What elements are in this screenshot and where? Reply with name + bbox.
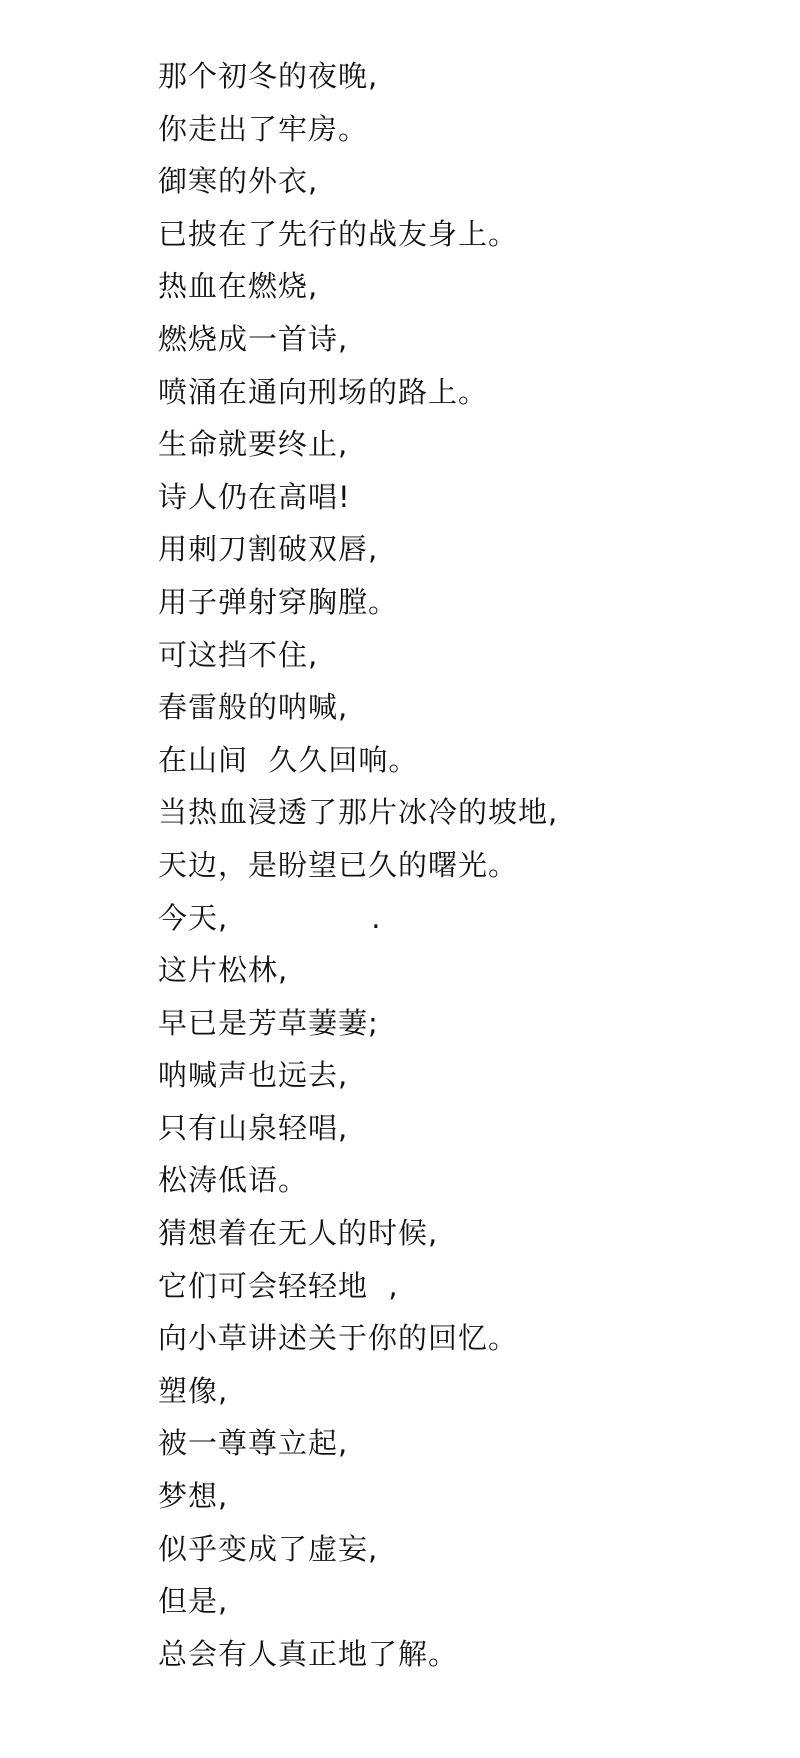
poem-line: 似乎变成了虚妄, xyxy=(158,1531,379,1566)
poem-line: 早已是芳草萋萋; xyxy=(158,1005,379,1040)
poem-line: 被一尊尊立起, xyxy=(158,1426,349,1461)
poem-line: 春雷般的呐喊, xyxy=(158,690,349,725)
poem-line: 塑像, xyxy=(158,1373,229,1408)
poem-line: 热血在燃烧, xyxy=(158,269,319,304)
poem-line: 用子弹射穿胸膛。 xyxy=(158,584,399,619)
poem-line: 向小草讲述关于你的回忆。 xyxy=(158,1321,519,1356)
poem-line: 已披在了先行的战友身上。 xyxy=(158,216,519,251)
poem-line: 御寒的外衣, xyxy=(158,164,319,199)
poem-line: 生命就要终止, xyxy=(158,427,349,462)
poem xyxy=(158,50,558,1680)
poem-line: 在山间 久久回响。 xyxy=(158,742,419,777)
poem-line: 诗人仍在高唱! xyxy=(158,479,351,514)
poem-line: 当热血浸透了那片冰冷的坡地, xyxy=(158,795,559,830)
poem-line: 梦想, xyxy=(158,1479,229,1514)
poem-line: 用刺刀割破双唇, xyxy=(158,532,379,567)
poem-line: 这片松林, xyxy=(158,953,289,988)
poem-line: 总会有人真正地了解。 xyxy=(158,1636,459,1671)
poem-line: 那个初冬的夜晚, xyxy=(158,59,379,93)
poem-line: 天边，是盼望已久的曙光。 xyxy=(158,847,519,882)
poem-line: 燃烧成一首诗, xyxy=(158,321,349,356)
poem-line: 今天, . xyxy=(158,900,382,935)
poem-line: 它们可会轻轻地 , xyxy=(158,1268,399,1303)
poem-line: 可这挡不住, xyxy=(158,637,319,672)
poem-line: 你走出了牢房。 xyxy=(158,111,369,146)
poem-line: 呐喊声也远去, xyxy=(158,1058,349,1093)
poem-line: 猜想着在无人的时候, xyxy=(158,1216,439,1251)
poem-line: 只有山泉轻唱, xyxy=(158,1110,349,1145)
poem-line: 松涛低语。 xyxy=(158,1163,309,1198)
poem-line: 但是, xyxy=(158,1584,229,1619)
poem-line: 喷涌在通向刑场的路上。 xyxy=(158,374,489,409)
